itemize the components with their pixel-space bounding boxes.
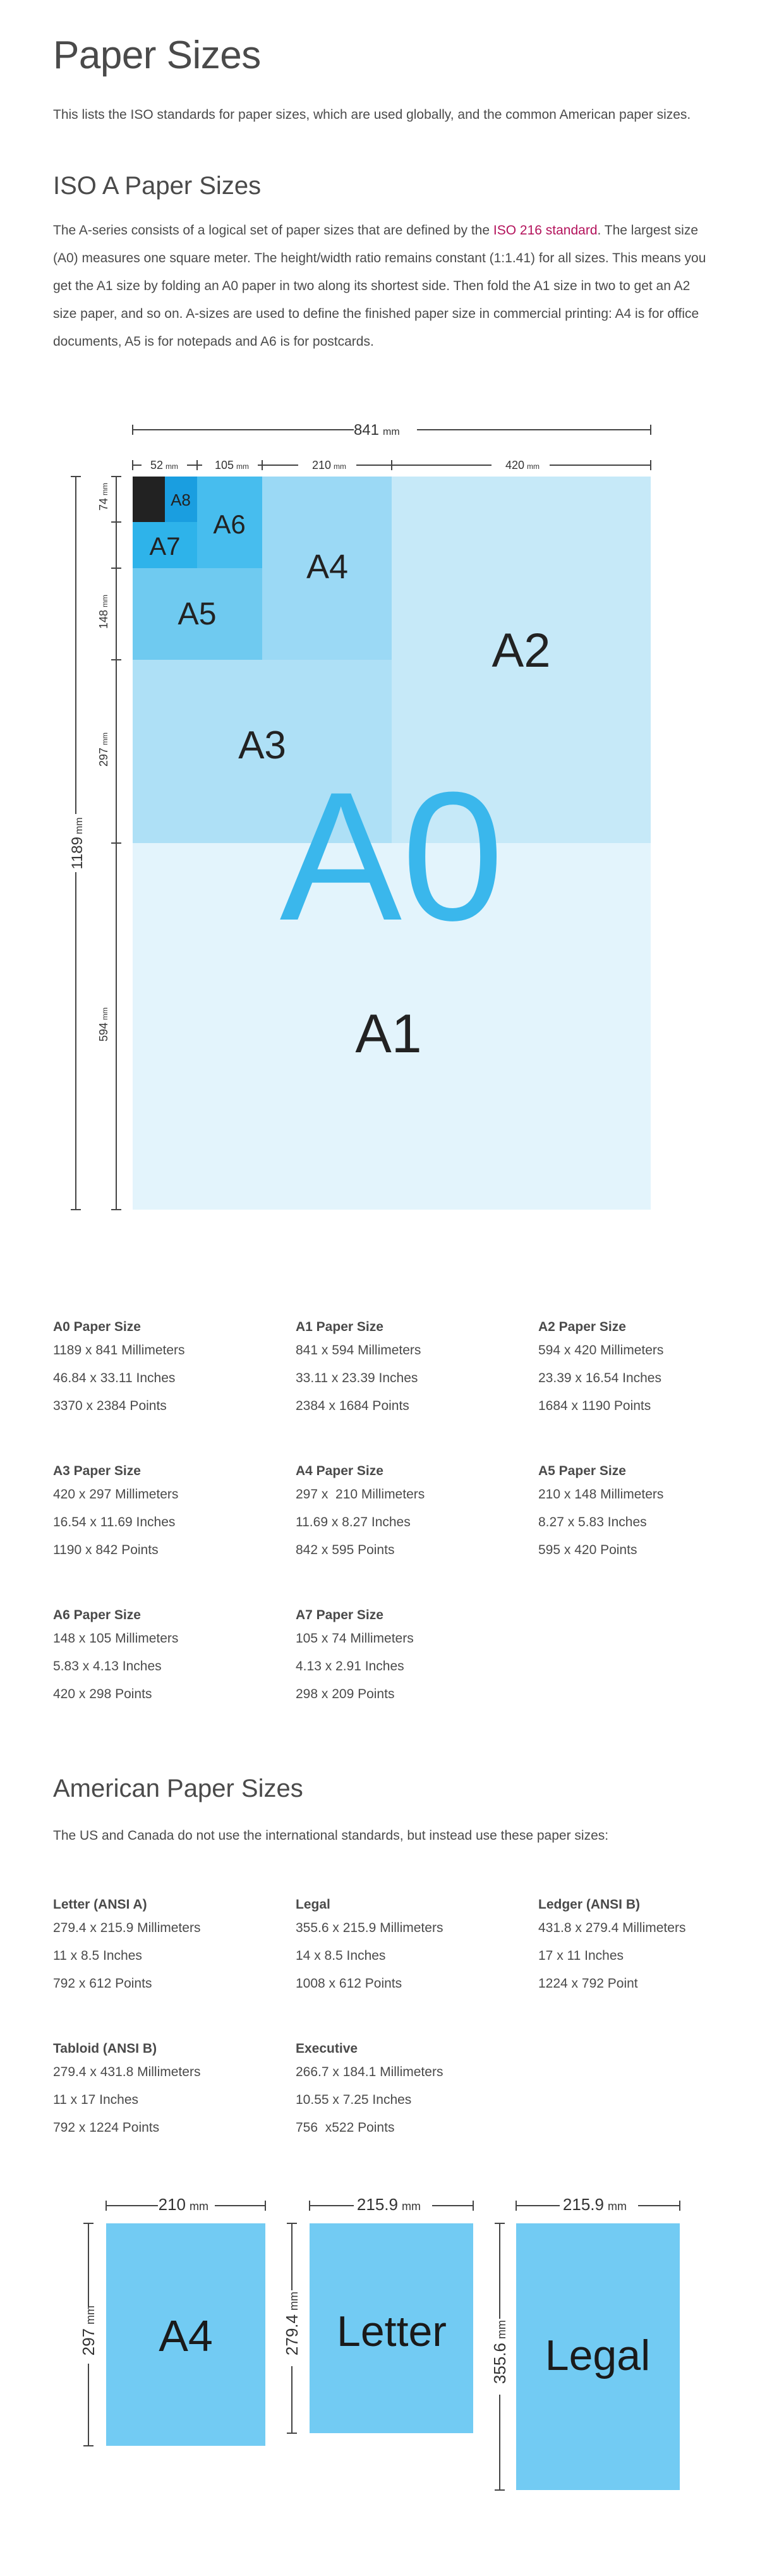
size-name: A6 Paper Size	[53, 1608, 141, 1622]
page-title: Paper Sizes	[53, 33, 261, 77]
size-inches: 23.39 x 16.54 Inches	[538, 1371, 661, 1385]
a1-label: A1	[355, 1004, 422, 1064]
size-inches: 46.84 x 33.11 Inches	[53, 1371, 176, 1385]
size-points: 298 x 209 Points	[296, 1687, 395, 1701]
unit-label: mm	[100, 1007, 109, 1020]
iso-description: The A-series consists of a logical set of paper sizes that are defined by the ISO 216 standard. The largest size (A0) measures one square meter. The height/width ratio remains constant (1:1.41) for all sizes. This means you get the A1 size by folding an A0 paper in two along its shortest side. Then fold the A1 size in two to get an A2 size paper, and so on. A-sizes are used to define the finished paper size in commercial printing: A4 is for office documents, A5 is for notepads and A6 is for postcards.	[53, 223, 706, 349]
comparison-letter-width: 215.9	[356, 2195, 398, 2214]
height-594-value: 594	[97, 1023, 110, 1042]
unit-label: mm	[402, 2200, 421, 2213]
size-points: 595 x 420 Points	[538, 1543, 637, 1557]
width-52-value: 52	[150, 459, 163, 471]
comparison-label-letter: Letter	[337, 2307, 447, 2355]
size-inches: 11.69 x 8.27 Inches	[296, 1515, 411, 1529]
size-inches: 16.54 x 11.69 Inches	[53, 1515, 176, 1529]
comparison-legal-width: 215.9	[562, 2195, 604, 2214]
a2-label: A2	[492, 624, 551, 677]
size-inches: 4.13 x 2.91 Inches	[296, 1659, 404, 1674]
size-mm: 279.4 x 215.9 Millimeters	[53, 1921, 201, 1935]
size-points: 420 x 298 Points	[53, 1687, 152, 1701]
size-points: 2384 x 1684 Points	[296, 1399, 409, 1413]
size-name: A0 Paper Size	[53, 1320, 141, 1334]
unit-label: mm	[190, 2200, 208, 2213]
size-card-a6	[53, 1606, 280, 1708]
size-name: Executive	[296, 2041, 358, 2056]
iso-heading: ISO A Paper Sizes	[53, 172, 262, 200]
width-420-value: 420	[505, 459, 524, 471]
unit-label: mm	[608, 2200, 627, 2213]
size-name: A7 Paper Size	[296, 1608, 383, 1622]
height-297-value: 297	[97, 748, 110, 767]
size-card-a5	[538, 1462, 760, 1564]
size-inches: 11 x 8.5 Inches	[53, 1948, 142, 1963]
size-inches: 11 x 17 Inches	[53, 2093, 139, 2107]
size-card-a3	[53, 1462, 280, 1564]
size-name: A1 Paper Size	[296, 1320, 383, 1334]
size-mm: 279.4 x 431.8 Millimeters	[53, 2065, 201, 2079]
size-name: Legal	[296, 1897, 330, 1912]
a4-label: A4	[306, 548, 349, 586]
intro-section	[53, 101, 707, 129]
size-points: 3370 x 2384 Points	[53, 1399, 167, 1413]
comparison-legal-height: 355.6	[490, 2343, 509, 2385]
size-mm: 420 x 297 Millimeters	[53, 1487, 179, 1502]
iso-216-link[interactable]: ISO 216 standard	[493, 223, 598, 238]
size-name: Ledger (ANSI B)	[538, 1897, 641, 1912]
size-mm: 148 x 105 Millimeters	[53, 1631, 179, 1646]
size-card-executive	[296, 2039, 523, 2142]
size-mm: 431.8 x 279.4 Millimeters	[538, 1921, 686, 1935]
unit-label: mm	[495, 2320, 508, 2339]
size-mm: 1189 x 841 Millimeters	[53, 1343, 185, 1358]
a5-label: A5	[178, 596, 217, 631]
width-105-value: 105	[214, 459, 234, 471]
unit-label: mm	[527, 462, 540, 471]
size-inches: 17 x 11 Inches	[538, 1948, 624, 1963]
size-inches: 5.83 x 4.13 Inches	[53, 1659, 162, 1674]
size-mm: 266.7 x 184.1 Millimeters	[296, 2065, 443, 2079]
size-card-a0	[53, 1318, 280, 1420]
height-148-value: 148	[97, 610, 110, 629]
a9-sheet	[133, 477, 165, 522]
a0-label: A0	[279, 754, 504, 959]
unit-label: mm	[334, 462, 346, 471]
intro-text: This lists the ISO standards for paper sizes, which are used globally, and the common American paper sizes.	[53, 107, 691, 122]
width-210-value: 210	[311, 459, 331, 471]
unit-label: mm	[383, 427, 400, 437]
size-card-a4	[296, 1462, 523, 1564]
height-74-value: 74	[97, 498, 110, 511]
unit-label: mm	[74, 817, 85, 834]
size-points: 842 x 595 Points	[296, 1543, 395, 1557]
width-dimension-labels	[142, 420, 550, 474]
size-name: Tabloid (ANSI B)	[53, 2041, 157, 2056]
size-mm: 210 x 148 Millimeters	[538, 1487, 664, 1502]
comparison-label-a4: A4	[159, 2311, 213, 2360]
size-card-ledger	[538, 1895, 760, 1998]
size-points: 792 x 1224 Points	[53, 2120, 160, 2135]
american-section	[53, 1775, 707, 1850]
size-inches: 14 x 8.5 Inches	[296, 1948, 386, 1963]
size-mm: 594 x 420 Millimeters	[538, 1343, 664, 1358]
size-mm: 105 x 74 Millimeters	[296, 1631, 414, 1646]
size-points: 1224 x 792 Point	[538, 1976, 638, 1991]
width-841-value: 841	[353, 422, 379, 439]
size-inches: 8.27 x 5.83 Inches	[538, 1515, 647, 1529]
comparison-letter-height: 279.4	[282, 2314, 301, 2356]
size-name: A3 Paper Size	[53, 1464, 141, 1478]
a7-label: A7	[149, 533, 181, 561]
height-1189-value: 1189	[69, 837, 86, 870]
size-inches: 10.55 x 7.25 Inches	[296, 2093, 412, 2107]
size-card-a2	[538, 1318, 760, 1420]
american-heading: American Paper Sizes	[53, 1775, 303, 1802]
iso-a-diagram	[63, 411, 670, 1226]
unit-label: mm	[100, 732, 109, 745]
size-name: Letter (ANSI A)	[53, 1897, 147, 1912]
unit-label: mm	[100, 483, 109, 495]
size-points: 1008 x 612 Points	[296, 1976, 402, 1991]
height-dimension-labels	[68, 480, 110, 1048]
size-inches: 33.11 x 23.39 Inches	[296, 1371, 418, 1385]
size-points: 1190 x 842 Points	[53, 1543, 159, 1557]
size-name: A4 Paper Size	[296, 1464, 383, 1478]
size-card-legal	[296, 1895, 523, 1998]
unit-label: mm	[287, 2292, 300, 2311]
size-points: 1684 x 1190 Points	[538, 1399, 651, 1413]
size-points: 792 x 612 Points	[53, 1976, 152, 1991]
size-name: A5 Paper Size	[538, 1464, 626, 1478]
size-card-letter	[53, 1895, 280, 1998]
size-card-a7	[296, 1606, 523, 1708]
comparison-label-legal: Legal	[545, 2331, 651, 2379]
american-description: The US and Canada do not use the international standards, but instead use these paper sizes:	[53, 1828, 609, 1843]
a8-label: A8	[171, 490, 191, 509]
size-card-a1	[296, 1318, 523, 1420]
size-mm: 297 x 210 Millimeters	[296, 1487, 425, 1502]
size-card-tabloid	[53, 2039, 280, 2142]
unit-label: mm	[84, 2306, 97, 2324]
size-points: 756 x522 Points	[296, 2120, 395, 2135]
size-mm: 841 x 594 Millimeters	[296, 1343, 421, 1358]
iso-section	[53, 172, 707, 356]
comparison-a4-width: 210	[158, 2195, 186, 2214]
comparison-a4-height: 297	[79, 2328, 98, 2356]
size-mm: 355.6 x 215.9 Millimeters	[296, 1921, 443, 1935]
size-comparison-diagram	[69, 2180, 701, 2522]
a6-label: A6	[213, 509, 246, 539]
unit-label: mm	[166, 462, 178, 471]
unit-label: mm	[236, 462, 249, 471]
a3-label: A3	[238, 724, 286, 767]
unit-label: mm	[100, 595, 109, 607]
size-name: A2 Paper Size	[538, 1320, 626, 1334]
